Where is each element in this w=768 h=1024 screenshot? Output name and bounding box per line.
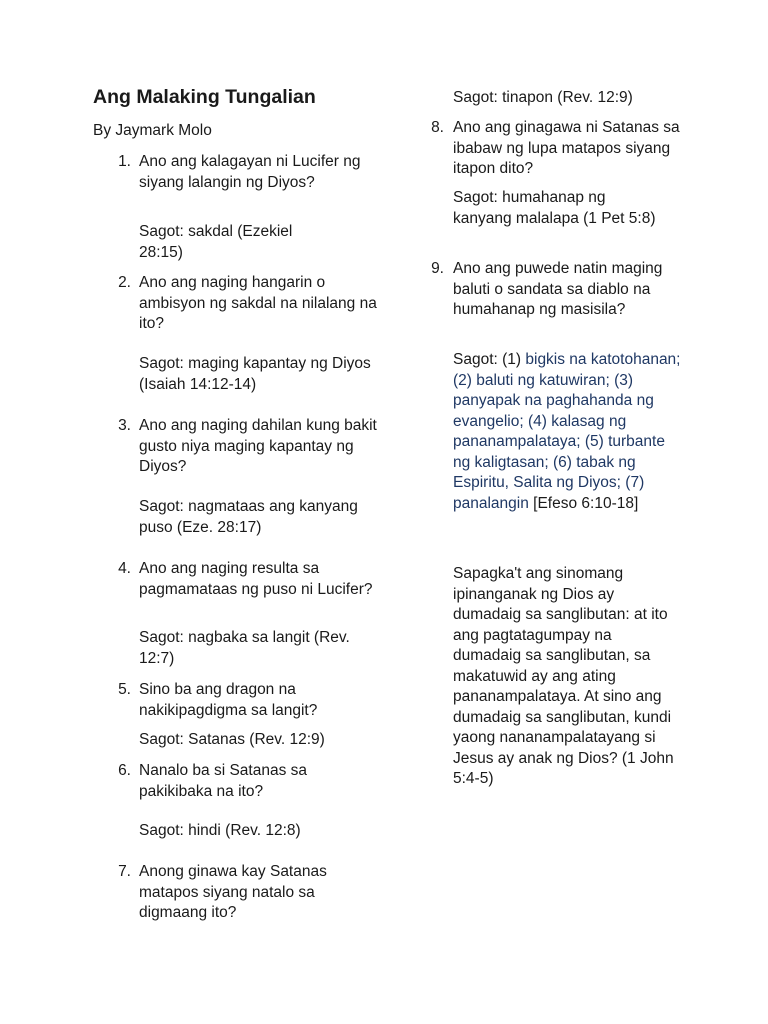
item-number: 8. bbox=[431, 119, 444, 136]
item-number: 5. bbox=[118, 681, 131, 698]
answer: Sagot: nagbaka sa langit (Rev. 12:7) bbox=[139, 629, 350, 667]
armor-list: bigkis na katotohanan; (2) baluti ng katuwiran; (3) panyapak na paghahanda ng evangelio; (4) kalasag ng pananampalataya; (5) turbante ng kaligtasan; (6) tabak ng Espiritu, Salita ng Diyos; (7) panalangin bbox=[453, 351, 681, 512]
answer: Sagot: Satanas (Rev. 12:9) bbox=[139, 731, 325, 748]
answer-prefix: Sagot: (1) bbox=[453, 351, 526, 368]
answer: Sagot: nagmataas ang kanyang puso (Eze. 28:17) bbox=[139, 498, 358, 536]
author-line: By Jaymark Molo bbox=[93, 122, 212, 139]
answer: Sagot: sakdal (Ezekiel 28:15) bbox=[139, 223, 293, 261]
item-number: 9. bbox=[431, 260, 444, 277]
item-number: 4. bbox=[118, 560, 131, 577]
document-title: Ang Malaking Tungalian bbox=[93, 86, 316, 108]
item-number: 3. bbox=[118, 417, 131, 434]
question: Nanalo ba si Satanas sa pakikibaka na ito? bbox=[139, 762, 308, 800]
answer-reference: [Efeso 6:10-18] bbox=[528, 494, 639, 512]
answer: Sagot: maging kapantay ng Diyos (Isaiah 14:12-14) bbox=[139, 355, 371, 393]
closing-verse: Sapagka't ang sinomang ipinanganak ng Dios ay dumadaig sa sanglibutan: at ito ang pagtatagumpay na dumadaig sa sanglibutan, sa makatuwid ay ang ating pananampalataya. At sino ang dumadaig sa sanglibutan, kundi yaong nananampalatayang si Jesus ay anak ng Dios? (1 John 5:4-5) bbox=[453, 565, 674, 787]
question: Ano ang naging dahilan kung bakit gusto niya maging kapantay ng Diyos? bbox=[139, 417, 377, 475]
answer: Sagot: hindi (Rev. 12:8) bbox=[139, 822, 301, 839]
question: Anong ginawa kay Satanas matapos siyang natalo sa digmaang ito? bbox=[139, 863, 327, 921]
item-number: 2. bbox=[118, 274, 131, 291]
question: Ano ang kalagayan ni Lucifer ng siyang lalangin ng Diyos? bbox=[139, 153, 361, 191]
question: Ano ang naging hangarin o ambisyon ng sakdal na nilalang na ito? bbox=[139, 274, 377, 332]
question: Ano ang naging resulta sa pagmamataas ng puso ni Lucifer? bbox=[139, 560, 373, 598]
answer bbox=[453, 350, 681, 514]
answer: Sagot: humahanap ng kanyang malalapa (1 Pet 5:8) bbox=[453, 189, 656, 227]
question: Sino ba ang dragon na nakikipagdigma sa langit? bbox=[139, 681, 318, 719]
item-number: 6. bbox=[118, 762, 131, 779]
item-number: 1. bbox=[118, 153, 131, 170]
item-number: 7. bbox=[118, 863, 131, 880]
question: Ano ang ginagawa ni Satanas sa ibabaw ng lupa matapos siyang itapon dito? bbox=[453, 119, 680, 177]
answer: Sagot: tinapon (Rev. 12:9) bbox=[453, 89, 633, 106]
question: Ano ang puwede natin maging baluti o sandata sa diablo na humahanap ng masisila? bbox=[453, 260, 663, 318]
